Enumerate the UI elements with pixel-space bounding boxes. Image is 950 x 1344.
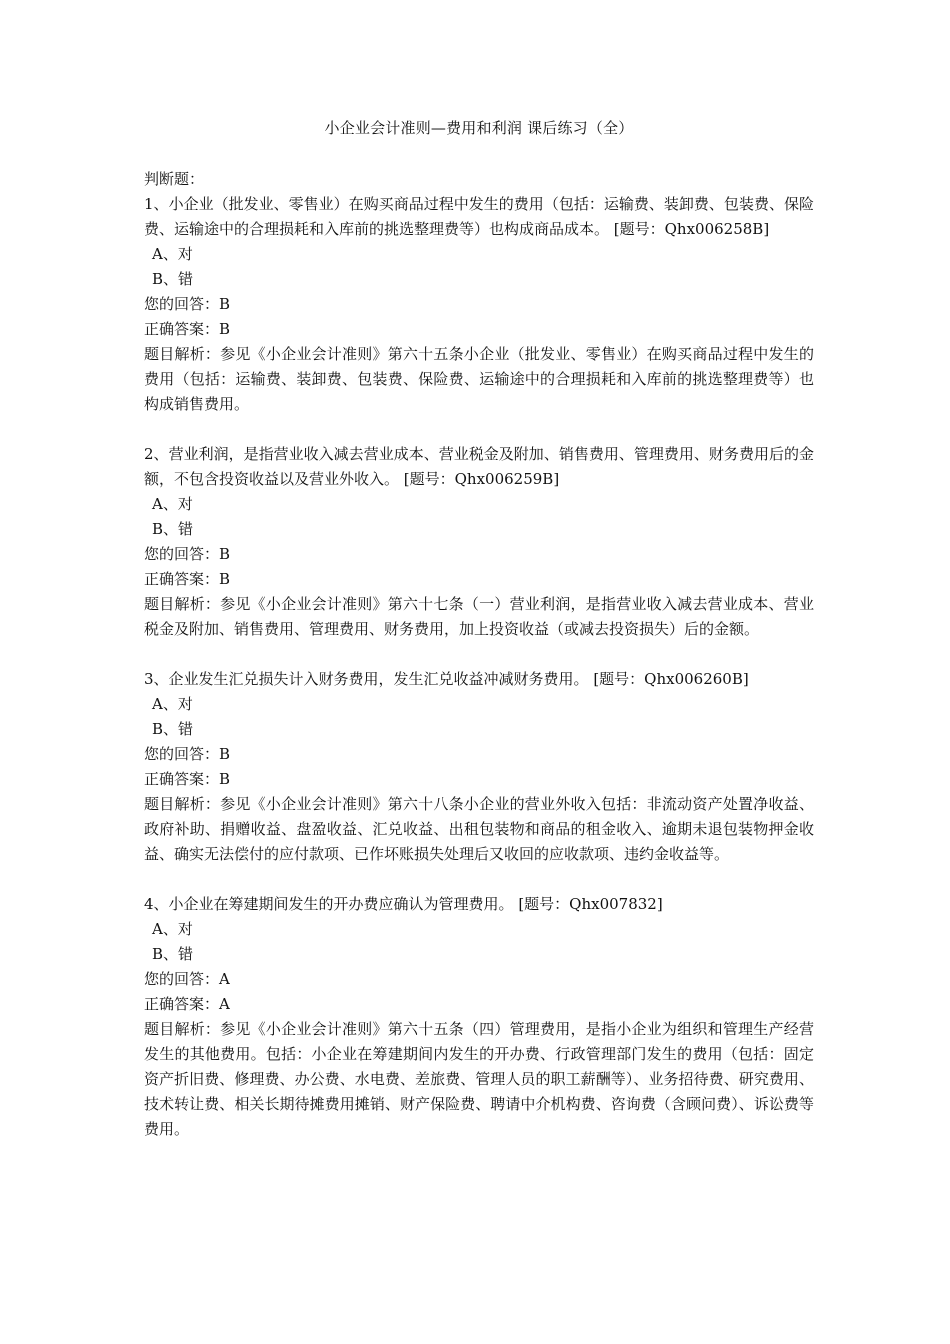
section-heading: 判断题： (144, 170, 205, 188)
option-b: B、错 (152, 720, 194, 738)
question-3 (144, 667, 814, 867)
answer-analysis: 题目解析：参见《小企业会计准则》第六十五条（四）管理费用，是指小企业为组织和管理生产经营发生的其他费用。包括：小企业在筹建期间内发生的开办费、行政管理部门发生的费用（包括：固定资产折旧费、修理费、办公费、水电费、差旅费、管理人员的职工薪酬等）、业务招待费、研究费用、技术转让费、相关长期待摊费用摊销、财产保险费、聘请中介机构费、咨询费（含顾问费）、诉讼费等费用。 (144, 1020, 814, 1138)
question-2 (144, 442, 814, 642)
question-1 (144, 192, 814, 417)
correct-answer: 正确答案：A (144, 995, 230, 1013)
option-a: A、对 (152, 245, 193, 263)
your-answer: 您的回答：A (144, 970, 230, 988)
answer-analysis: 题目解析：参见《小企业会计准则》第六十八条小企业的营业外收入包括：非流动资产处置净收益、政府补助、捐赠收益、盘盈收益、汇兑收益、出租包装物和商品的租金收入、逾期未退包装物押金收益、确实无法偿付的应付款项、已作坏账损失处理后又收回的应收款项、违约金收益等。 (144, 795, 814, 863)
document-page (144, 116, 814, 1167)
correct-answer: 正确答案：B (144, 770, 231, 788)
option-a: A、对 (152, 495, 193, 513)
correct-answer: 正确答案：B (144, 320, 231, 338)
option-a: A、对 (152, 920, 193, 938)
option-b: B、错 (152, 270, 194, 288)
answer-analysis: 题目解析：参见《小企业会计准则》第六十七条（一）营业利润，是指营业收入减去营业成本、营业税金及附加、销售费用、管理费用、财务费用，加上投资收益（或减去投资损失）后的金额。 (144, 595, 814, 638)
question-stem: 4、小企业在筹建期间发生的开办费应确认为管理费用。 [题号：Qhx007832] (144, 895, 663, 913)
your-answer: 您的回答：B (144, 545, 231, 563)
question-stem: 3、企业发生汇兑损失计入财务费用，发生汇兑收益冲减财务费用。 [题号：Qhx006260B] (144, 670, 749, 688)
correct-answer: 正确答案：B (144, 570, 231, 588)
your-answer: 您的回答：B (144, 295, 231, 313)
question-stem: 2、营业利润，是指营业收入减去营业成本、营业税金及附加、销售费用、管理费用、财务费用后的金额，不包含投资收益以及营业外收入。 [题号：Qhx006259B] (144, 445, 814, 488)
question-stem: 1、小企业（批发业、零售业）在购买商品过程中发生的费用（包括：运输费、装卸费、包装费、保险费、运输途中的合理损耗和入库前的挑选整理费等）也构成商品成本。 [题号：Qhx006258B] (144, 195, 814, 238)
option-b: B、错 (152, 945, 194, 963)
your-answer: 您的回答：B (144, 745, 231, 763)
answer-analysis: 题目解析：参见《小企业会计准则》第六十五条小企业（批发业、零售业）在购买商品过程中发生的费用（包括：运输费、装卸费、包装费、保险费、运输途中的合理损耗和入库前的挑选整理费等）也构成销售费用。 (144, 345, 814, 413)
document-title: 小企业会计准则—费用和利润 课后练习（全） (324, 119, 634, 137)
question-4 (144, 892, 814, 1142)
option-b: B、错 (152, 520, 194, 538)
option-a: A、对 (152, 695, 193, 713)
